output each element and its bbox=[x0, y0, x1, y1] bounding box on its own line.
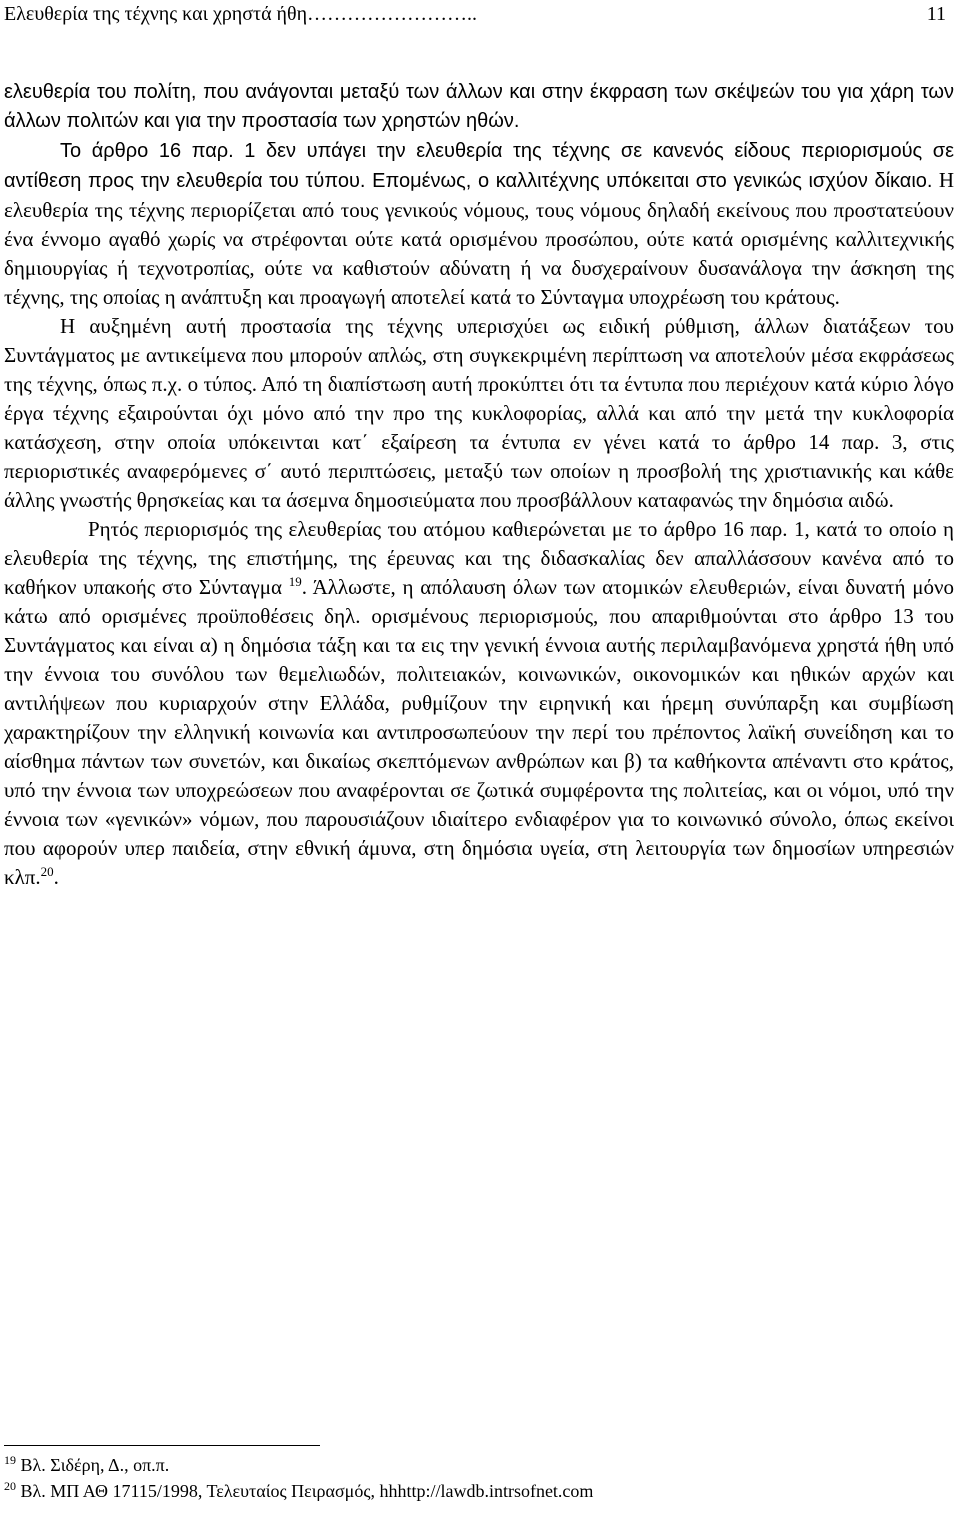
footnote-19 bbox=[4, 1452, 954, 1478]
header-title: Ελευθερία της τέχνης και χρηστά ήθη…………………….. bbox=[4, 3, 478, 25]
paragraph-2-serif-part: Η ελευθερία της τέχνης περιορίζεται από τους γενικούς νόμους, τους νόμους δηλαδή εκείνους που προστατεύουν ένα έννομο αγαθό χωρίς να στρέφονται ούτε κατά ορισμένου προσώπου, ούτε κατά ορισμένης καλλιτεχνικής δημιουργίας ή τεχνοτροπίας, ούτε να καθιστούν αδύνατη ή να δυσχεραίνουν δυσανάλογα την άσκηση της τέχνης, της οποίας η ανάπτυξη και προαγωγή αποτελεί κατά το Σύνταγμα υποχρέωση του κράτους. bbox=[4, 168, 955, 309]
footnotes bbox=[4, 1452, 954, 1504]
paragraph-2-sans-part: Το άρθρο 16 παρ. 1 δεν υπάγει την ελευθερία της τέχνης σε κανενός είδους περιορισμούς σε αντίθεση προς την ελευθερία του τύπου. Επομένως, ο καλλιτέχνης υπόκειται στο γενικώς ισχύον δίκαιο. bbox=[4, 140, 954, 192]
paragraph-4-part-a: Ρητός περιορισμός της ελευθερίας του ατόμου καθιερώνεται με το άρθρο 16 παρ. 1, κατά το οποίο η ελευθερία της τέχνης, της επιστήμης, της έρευνας και της διδασκαλίας δεν απαλλάσσουν κανένα από το καθήκον υπακοής στο Σύνταγμα bbox=[4, 517, 954, 599]
running-header bbox=[4, 2, 952, 26]
paragraph-4 bbox=[4, 515, 954, 892]
footnote-ref-20[interactable]: 20 bbox=[40, 864, 54, 879]
footnote-separator bbox=[4, 1445, 320, 1446]
footnote-20 bbox=[4, 1478, 954, 1504]
body-text bbox=[4, 78, 954, 892]
paragraph-3: Η αυξημένη αυτή προστασία της τέχνης υπερισχύει ως ειδική ρύθμιση, άλλων διατάξεων του Συντάγματος με αντικείμενα που μπορούν απλώς, στη συγκεκριμένη περίπτωση να αποτελούν μέσα εκφράσεως της τέχνης, όπως π.χ. ο τύπος. Από τη διαπίστωση αυτή προκύπτει ότι τα έντυπα που περιέχουν κατά κύριο λόγο έργα τέχνης εξαιρούνται όχι μόνο από την προ της κυκλοφορίας, αλλά και από την μετά την κυκλοφορία κατάσχεση, στην οποία υπόκεινται κατ΄ εξαίρεση τα έντυπα εν γένει κατά το άρθρο 14 παρ. 3, στις περιοριστικές αναφερόμενες σ΄ αυτό περιπτώσεις, μεταξύ των οποίων η προσβολή της χριστιανικής και κάθε άλλης γνωστής θρησκείας και τα άσεμνα δημοσιεύματα που προσβάλλουν καταφανώς την δημόσια αιδώ. bbox=[4, 314, 954, 512]
paragraph-2 bbox=[4, 136, 954, 312]
footnote-ref-19[interactable]: 19 bbox=[288, 574, 302, 589]
page-number: 11 bbox=[926, 3, 946, 25]
paragraph-1: ελευθερία του πολίτη, που ανάγονται μεταξύ των άλλων και στην έκφραση των σκέψεών του για χάρη των άλλων πολιτών και για την προστασία των χρηστών ηθών. bbox=[4, 81, 954, 132]
footnote-text: Βλ. Σιδέρη, Δ., οπ.π. bbox=[16, 1455, 170, 1475]
footnote-number: 19 bbox=[4, 1453, 16, 1467]
paragraph-4-part-b: . Άλλωστε, η απόλαυση όλων των ατομικών ελευθεριών, είναι δυνατή μόνο κάτω από ορισμένες προϋποθέσεις δηλ. ορισμένους περιορισμούς, που απαριθμούνται στο άρθρο 13 του Συντάγματος και είναι α) η δημόσια τάξη και τα εις την γενική έννοια αυτής περιλαμβανόμενα χρηστά ήθη υπό την έννοια του συνόλου των θεμελιωδών, πολιτειακών, κοινωνικών, οικονομικών και ηθικών αρχών και αντιλήψεων που κυριαρχούν στην Ελλάδα, ρυθμίζουν την ειρηνική και ήρεμη συνύπαρξη και συμβίωση χαρακτηρίζουν την ελληνική κοινωνία και αντιπροσωπεύουν την περί του πρέποντος λαϊκή συνείδηση και το αίσθημα πάντων των συνετών, και δικαίως σκεπτόμενων ανθρώπων και β) τα καθήκοντα απέναντι στο κράτος, υπό την έννοια των υποχρεώσεων που αναφέρονται σε ζωτικά συμφέροντα της πολιτείας, και οι νόμοι, υπό την έννοια των «γενικών» νόμων, που παρουσιάζουν ιδιαίτερο ενδιαφέρον για το κοινωνικό σύνολο, όπως εκείνοι που αφορούν υπερ παιδεία, στην εθνική άμυνα, στη δημόσια υγεία, στη λειτουργία των δημοσίων υπηρεσιών κλπ. bbox=[4, 575, 954, 889]
footnote-number: 20 bbox=[4, 1479, 16, 1493]
footnote-text: Βλ. ΜΠ ΑΘ 17115/1998, Τελευταίος Πειρασμός, hhhttp://lawdb.intrsofnet.com bbox=[16, 1481, 594, 1501]
paragraph-4-part-c: . bbox=[53, 865, 59, 889]
